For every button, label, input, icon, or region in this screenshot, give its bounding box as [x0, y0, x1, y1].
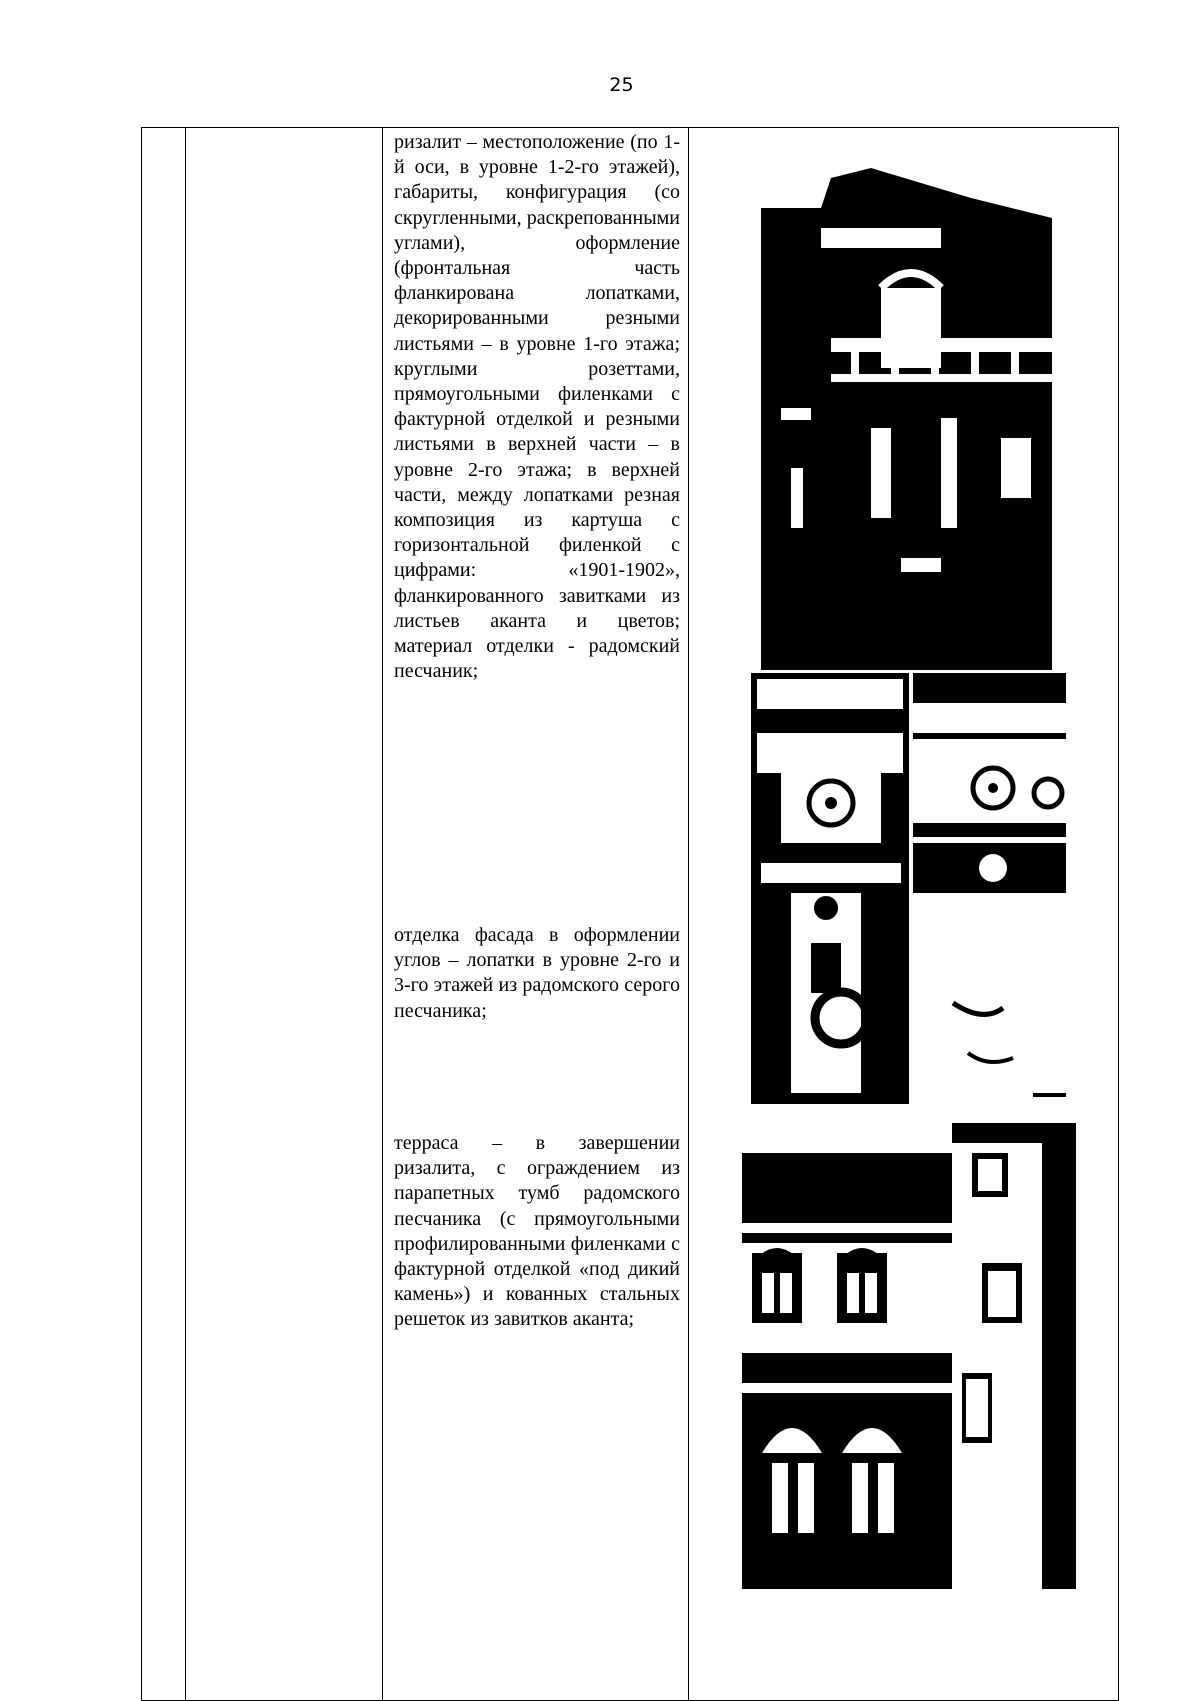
- description-terrace: терраса – в завершении ризалита, с ограждением из парапетных тумб радомского песчаника (с прямоугольными профилированными филенками с фактурной отделкой «под дикий камень») и кованных стальных решеток из завитков аканта;: [394, 1132, 680, 1331]
- description-corner-finish: отделка фасада в оформлении углов – лопатки в уровне 2-го и 3-го этажей из радомского серого песчаника;: [394, 924, 680, 1022]
- photo-terrace: [742, 1123, 1076, 1589]
- document-table: [141, 127, 1119, 1701]
- description-risalit: ризалит – местоположение (по 1-й оси, в уровне 1-2-го этажей), габариты, конфигурация (со скругленными, раскрепованными углами), оформление (фронтальная часть фланкирована лопатками, декорированными резными листьями – в уровне 1-го этажа; круглыми розеттами, прямоугольными филенками с фактурной отделкой и резными листьями в верхней части – в уровне 2-го этажа; в верхней части, между лопатками резная композиция из картуша с горизонтальной филенкой с цифрами: «1901-1902», фланкированного завитками из листьев аканта и цветов; материал отделки - радомский песчаник;: [394, 131, 680, 683]
- column-divider-3: [688, 128, 689, 1700]
- column-divider-1: [185, 128, 186, 1700]
- photo-pilaster-right: [913, 673, 1066, 1104]
- column-divider-2: [382, 128, 383, 1700]
- page-number: 25: [609, 74, 634, 96]
- photo-risalit: [761, 138, 1052, 670]
- photo-pilaster-left: [751, 673, 909, 1104]
